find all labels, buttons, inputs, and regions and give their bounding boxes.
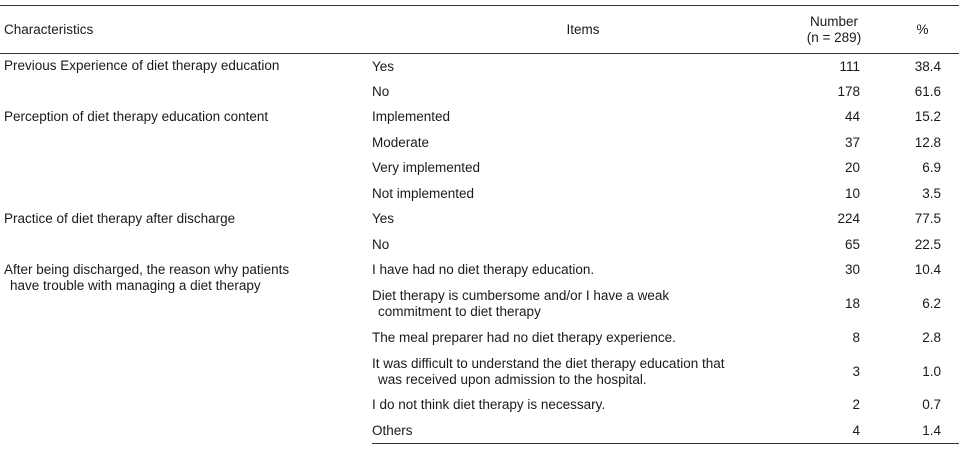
item-cell bbox=[372, 181, 794, 207]
number-cell: 10 bbox=[844, 185, 860, 201]
item-cell bbox=[372, 325, 794, 351]
item-text: Yes bbox=[372, 211, 395, 227]
number-cell: 111 bbox=[839, 58, 860, 74]
characteristic-cell bbox=[0, 207, 372, 258]
item-cell bbox=[372, 418, 794, 444]
table-body bbox=[0, 54, 959, 444]
item-text: The meal preparer had no diet therapy experience. bbox=[372, 329, 676, 345]
characteristic-text: After being discharged, the reason why patients bbox=[4, 261, 290, 277]
percent-cell: 61.6 bbox=[914, 83, 941, 99]
number-cell: 30 bbox=[844, 262, 860, 278]
item-text: commitment to diet therapy bbox=[378, 304, 541, 319]
table-row bbox=[0, 207, 959, 233]
item-text: Moderate bbox=[372, 134, 430, 150]
number-cell: 37 bbox=[844, 134, 860, 150]
item-cell bbox=[372, 232, 794, 258]
item-cell bbox=[372, 105, 794, 131]
table-row bbox=[0, 54, 959, 80]
percent-cell: 10.4 bbox=[914, 262, 941, 278]
number-cell: 44 bbox=[844, 109, 860, 125]
item-text: Very implemented bbox=[372, 160, 481, 176]
item-cell bbox=[372, 351, 794, 393]
number-cell: 178 bbox=[837, 83, 860, 99]
item-text: Implemented bbox=[372, 109, 451, 125]
characteristic-text: Perception of diet therapy education content bbox=[4, 108, 269, 124]
item-text: I have had no diet therapy education. bbox=[372, 262, 595, 278]
item-text: Others bbox=[372, 422, 413, 438]
item-cell bbox=[372, 283, 794, 325]
item-text: Yes bbox=[372, 58, 395, 74]
item-cell bbox=[372, 54, 794, 80]
characteristic-text: Practice of diet therapy after discharge bbox=[4, 210, 236, 226]
item-cell bbox=[372, 393, 794, 419]
percent-cell: 3.5 bbox=[922, 185, 941, 201]
number-cell: 224 bbox=[837, 211, 860, 227]
header-number-label: Number bbox=[809, 13, 858, 29]
characteristic-cell bbox=[0, 105, 372, 207]
percent-cell: 22.5 bbox=[914, 236, 941, 252]
characteristic-cell bbox=[0, 258, 372, 444]
percent-cell: 6.9 bbox=[922, 160, 941, 176]
item-text: No bbox=[372, 83, 390, 99]
item-text: No bbox=[372, 236, 390, 252]
percent-cell: 1.0 bbox=[922, 363, 941, 379]
percent-cell: 6.2 bbox=[922, 296, 941, 311]
table-row bbox=[0, 258, 959, 284]
header-row bbox=[0, 6, 959, 54]
percent-cell: 1.4 bbox=[880, 418, 959, 444]
item-cell bbox=[372, 258, 794, 284]
item-cell bbox=[372, 207, 794, 233]
header-number bbox=[794, 6, 880, 54]
characteristic-text: Previous Experience of diet therapy education bbox=[4, 58, 280, 73]
item-cell bbox=[372, 130, 794, 156]
item-text: I do not think diet therapy is necessary. bbox=[372, 397, 606, 413]
characteristic-cell bbox=[0, 54, 372, 105]
characteristic-text: have trouble with managing a diet therapy bbox=[10, 277, 261, 293]
header-characteristics: Characteristics bbox=[0, 6, 372, 54]
number-cell: 4 bbox=[794, 418, 880, 444]
percent-cell: 38.4 bbox=[914, 58, 941, 74]
item-cell bbox=[372, 79, 794, 105]
item-text: Not implemented bbox=[372, 185, 475, 201]
number-cell: 8 bbox=[852, 329, 860, 345]
number-cell: 2 bbox=[852, 397, 860, 413]
item-text: It was difficult to understand the diet therapy education that bbox=[372, 355, 725, 371]
item-cell bbox=[372, 156, 794, 182]
results-table bbox=[0, 5, 959, 444]
percent-cell: 15.2 bbox=[914, 109, 941, 125]
item-text: Diet therapy is cumbersome and/or I have a weak bbox=[372, 288, 670, 303]
header-percent: % bbox=[880, 6, 959, 54]
percent-cell: 77.5 bbox=[914, 211, 941, 227]
number-cell: 20 bbox=[844, 160, 860, 176]
number-cell: 3 bbox=[852, 363, 860, 379]
percent-cell: 2.8 bbox=[922, 329, 941, 345]
header-number-n: (n = 289) bbox=[806, 29, 862, 45]
table-row bbox=[0, 105, 959, 131]
percent-cell: 12.8 bbox=[914, 134, 941, 150]
percent-cell: 0.7 bbox=[922, 397, 941, 413]
header-items: Items bbox=[372, 6, 794, 54]
number-cell: 65 bbox=[844, 236, 860, 252]
item-text: was received upon admission to the hospital. bbox=[378, 371, 647, 387]
number-cell: 18 bbox=[844, 296, 860, 311]
